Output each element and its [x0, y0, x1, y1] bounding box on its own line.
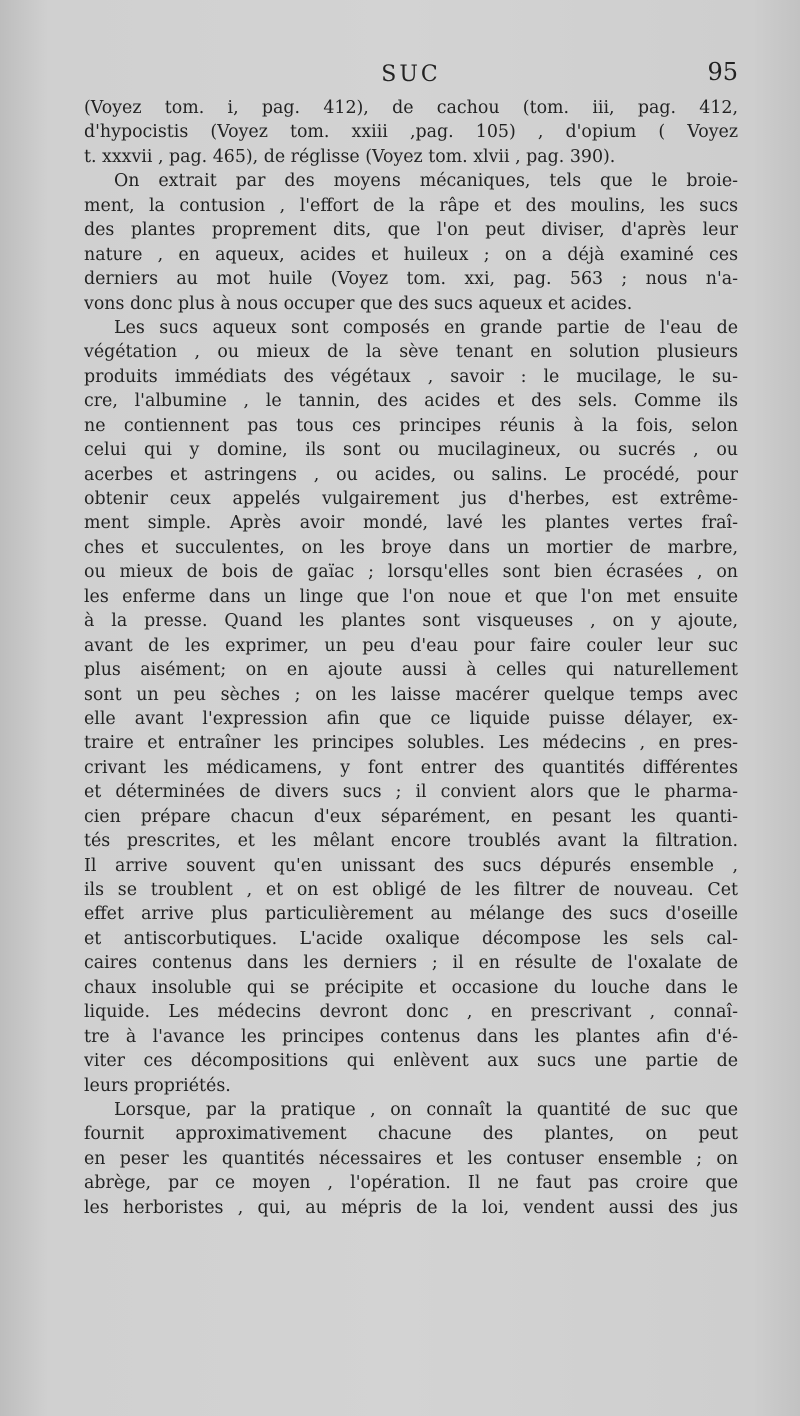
- page-header: [84, 58, 738, 96]
- text-line: ment simple. Après avoir mondé, lavé les plantes vertes fraî-: [84, 513, 738, 534]
- text-line: (Voyez tom. i, pag. 412), de cachou (tom. iii, pag. 412,: [84, 98, 738, 118]
- text-line: avant de les exprimer, un peu d'eau pour faire couler leur suc: [84, 635, 738, 656]
- text-line: traire et entraîner les principes solubles. Les médecins , en pres-: [84, 733, 738, 754]
- text-line: Les sucs aqueux sont composés en grande partie de l'eau de: [114, 317, 738, 338]
- text-line: ches et succulentes, on les broye dans un mortier de marbre,: [84, 537, 738, 558]
- text-line: nature , en aqueux, acides et huileux ; on a déjà examiné ces: [84, 244, 738, 265]
- text-line: t. xxxvii , pag. 465), de réglisse (Voyez tom. xlvii , pag. 390).: [84, 146, 616, 167]
- text-line: les herboristes , qui, au mépris de la loi, vendent aussi des jus: [84, 1197, 738, 1218]
- text-line: abrège, par ce moyen , l'opération. Il ne faut pas croire que: [84, 1173, 738, 1194]
- text-line: ment, la contusion , l'effort de la râpe et des moulins, les sucs: [84, 195, 738, 216]
- text-line: tés prescrites, et les mêlant encore troublés avant la filtration.: [84, 831, 738, 852]
- text-line: les enferme dans un linge que l'on noue et que l'on met ensuite: [84, 586, 738, 607]
- text-line: à la presse. Quand les plantes sont visqueuses , on y ajoute,: [84, 611, 738, 632]
- text-line: derniers au mot huile (Voyez tom. xxi, pag. 563 ; nous n'a-: [84, 269, 738, 290]
- text-line: ils se troublent , et on est obligé de les filtrer de nouveau. Cet: [84, 880, 738, 900]
- text-line: liquide. Les médecins devront donc , en prescrivant , connaî-: [84, 1002, 738, 1023]
- text-line: elle avant l'expression afin que ce liquide puisse délayer, ex-: [84, 708, 738, 729]
- running-title: SUC: [381, 62, 441, 87]
- text-line: leurs propriétés.: [84, 1075, 231, 1096]
- body-text: [84, 96, 738, 1220]
- text-line: viter ces décompositions qui enlèvent aux sucs une partie de: [84, 1051, 738, 1072]
- text-line: ne contiennent pas tous ces principes réunis à la fois, selon: [84, 415, 738, 436]
- text-line: acerbes et astringens , ou acides, ou salins. Le procédé, pour: [84, 464, 738, 485]
- text-line: cre, l'albumine , le tannin, des acides et des sels. Comme ils: [84, 391, 738, 412]
- text-line: vons donc plus à nous occuper que des sucs aqueux et acides.: [84, 293, 633, 314]
- text-line: cien prépare chacun d'eux séparément, en pesant les quanti-: [84, 806, 738, 827]
- text-line: celui qui y domine, ils sont ou mucilagineux, ou sucrés , ou: [84, 440, 738, 461]
- text-line: caires contenus dans les derniers ; il en résulte de l'oxalate de: [84, 953, 738, 974]
- text-line: fournit approximativement chacune des plantes, on peut: [84, 1124, 738, 1145]
- text-line: d'hypocistis (Voyez tom. xxiii ,pag. 105) , d'opium ( Voyez: [84, 122, 738, 143]
- text-line: en peser les quantités nécessaires et les contuser ensemble ; on: [84, 1148, 738, 1169]
- text-line: végétation , ou mieux de la sève tenant en solution plusieurs: [84, 342, 738, 363]
- text-line: produits immédiats des végétaux , savoir : le mucilage, le su-: [84, 366, 738, 387]
- text-line: chaux insoluble qui se précipite et occasione du louche dans le: [84, 977, 738, 998]
- text-line: plus aisément; on en ajoute aussi à celles qui naturellement: [84, 660, 738, 681]
- text-line: crivant les médicamens, y font entrer des quantités différentes: [84, 757, 738, 778]
- text-line: effet arrive plus particulièrement au mélange des sucs d'oseille: [84, 904, 738, 925]
- text-line: et déterminées de divers sucs ; il convient alors que le pharma-: [84, 782, 738, 803]
- text-line: On extrait par des moyens mécaniques, tels que le broie-: [114, 171, 738, 192]
- text-line: Lorsque, par la pratique , on connaît la quantité de suc que: [114, 1099, 738, 1120]
- text-line: sont un peu sèches ; on les laisse macérer quelque temps avec: [84, 684, 738, 705]
- text-line: ou mieux de bois de gaïac ; lorsqu'elles sont bien écrasées , on: [84, 562, 738, 583]
- text-line: Il arrive souvent qu'en unissant des sucs dépurés ensemble ,: [84, 855, 738, 876]
- page-number: 95: [707, 58, 738, 86]
- text-line: des plantes proprement dits, que l'on peut diviser, d'après leur: [84, 220, 738, 241]
- text-line: obtenir ceux appelés vulgairement jus d'herbes, est extrême-: [84, 489, 738, 509]
- text-line: et antiscorbutiques. L'acide oxalique décompose les sels cal-: [84, 928, 738, 949]
- text-line: tre à l'avance les principes contenus dans les plantes afin d'é-: [84, 1026, 738, 1047]
